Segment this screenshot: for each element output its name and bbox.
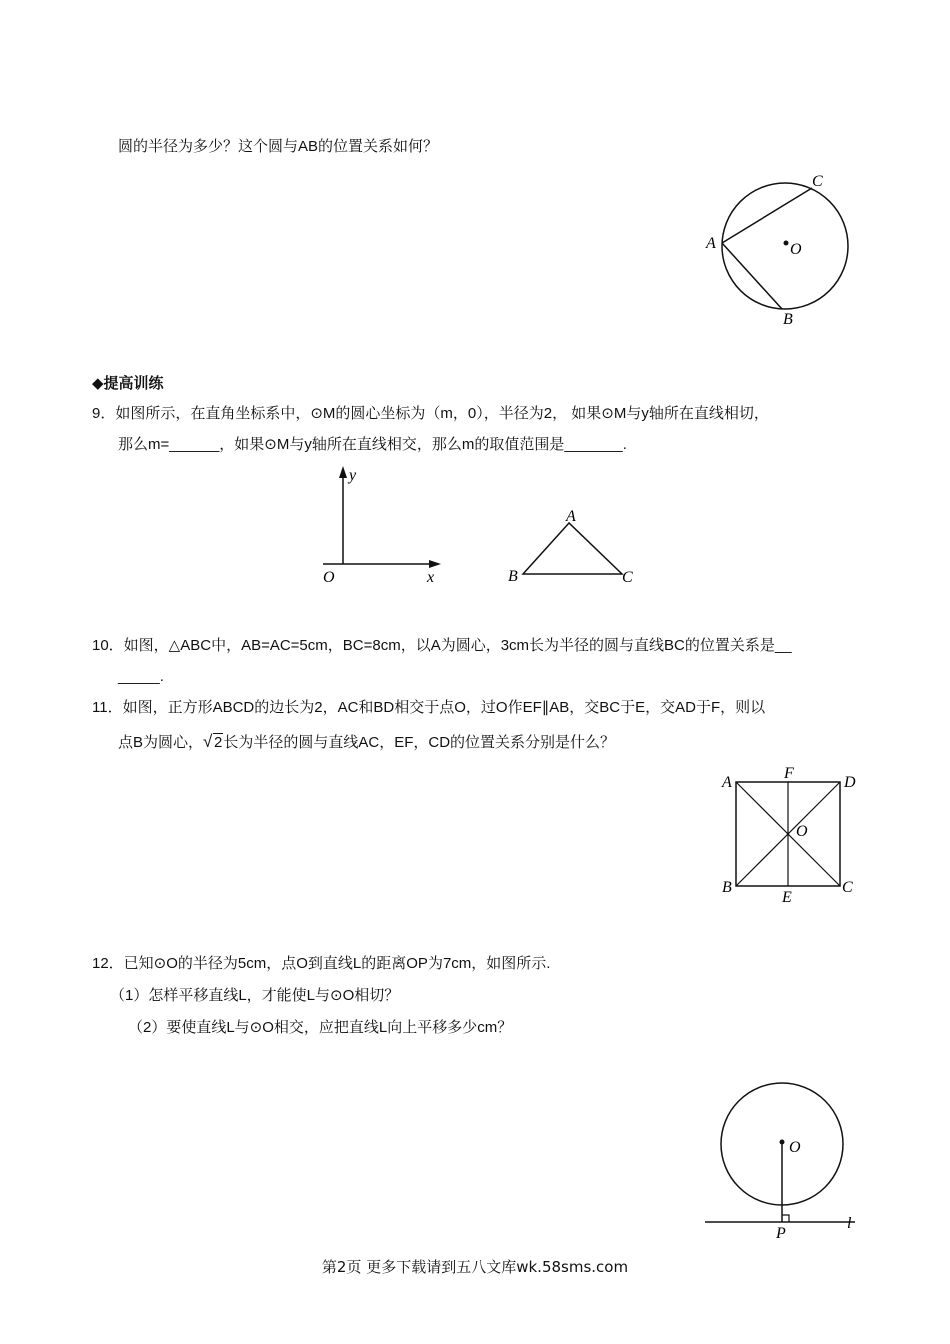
label-y: y [349, 467, 357, 484]
label-O: O [790, 241, 802, 258]
label-C: C [812, 173, 823, 190]
label-C: C [842, 879, 853, 896]
label-A: A [722, 774, 732, 791]
q12-sub1: （1）怎样平移直线L，才能使L与⊙O相切？ [110, 987, 400, 1004]
label-P: P [776, 1225, 786, 1242]
q9-line2: 那么m=______，如果⊙M与y轴所在直线相交，那么m的取值范围是_______. [118, 436, 627, 453]
label-E: E [782, 889, 792, 906]
q8-continuation: 圆的半径为多少？这个圆与AB的位置关系如何？ [118, 138, 439, 155]
figure-triangle [505, 505, 645, 590]
figure-square [718, 762, 868, 907]
label-B: B [783, 311, 793, 328]
label-B: B [508, 568, 518, 585]
label-origin: O [323, 569, 335, 586]
label-A: A [706, 235, 716, 252]
figure-circle-line [700, 1078, 870, 1243]
label-l: l [847, 1215, 852, 1232]
label-O: O [789, 1139, 801, 1156]
q10-line2: _____. [118, 668, 164, 685]
q12-sub2: （2）要使直线L与⊙O相交，应把直线L向上平移多少cm？ [128, 1019, 513, 1036]
q10-line1: 10．如图，△ABC中，AB=AC=5cm，BC=8cm，以A为圆心，3cm长为半径的圆与直线BC的位置关系是__ [92, 637, 792, 654]
sqrt-argument: 2 [214, 734, 223, 751]
page-footer: 第2页 更多下载请到五八文库wk.58sms.com [321, 1258, 629, 1276]
q11-line2-pre: 点B为圆心， [118, 734, 204, 751]
q11-line1: 11．如图，正方形ABCD的边长为2，AC和BD相交于点O，过O作EF∥AB，交BC于E，交AD于F，则以 [92, 699, 766, 716]
figure-axes [315, 462, 455, 592]
label-C: C [622, 569, 633, 586]
section-title: ◆提高训练 [92, 375, 164, 392]
q11-line2-post: 长为半径的圆与直线AC，EF，CD的位置关系分别是什么？ [223, 734, 616, 751]
sqrt-symbol: √ 2 [203, 732, 223, 751]
q11-line2 [118, 733, 615, 753]
figure-circle-chords [700, 168, 865, 333]
q12-line1: 12．已知⊙O的半径为5cm，点O到直线L的距离OP为7cm，如图所示. [92, 955, 551, 972]
label-O: O [796, 823, 808, 840]
label-F: F [784, 765, 794, 782]
q9-line1: 9．如图所示，在直角坐标系中，⊙M的圆心坐标为（m，0），半径为2， 如果⊙M与y轴所在直线相切， [92, 405, 769, 422]
label-x: x [427, 569, 435, 586]
label-B: B [722, 879, 732, 896]
label-D: D [844, 774, 856, 791]
label-A: A [566, 508, 576, 525]
